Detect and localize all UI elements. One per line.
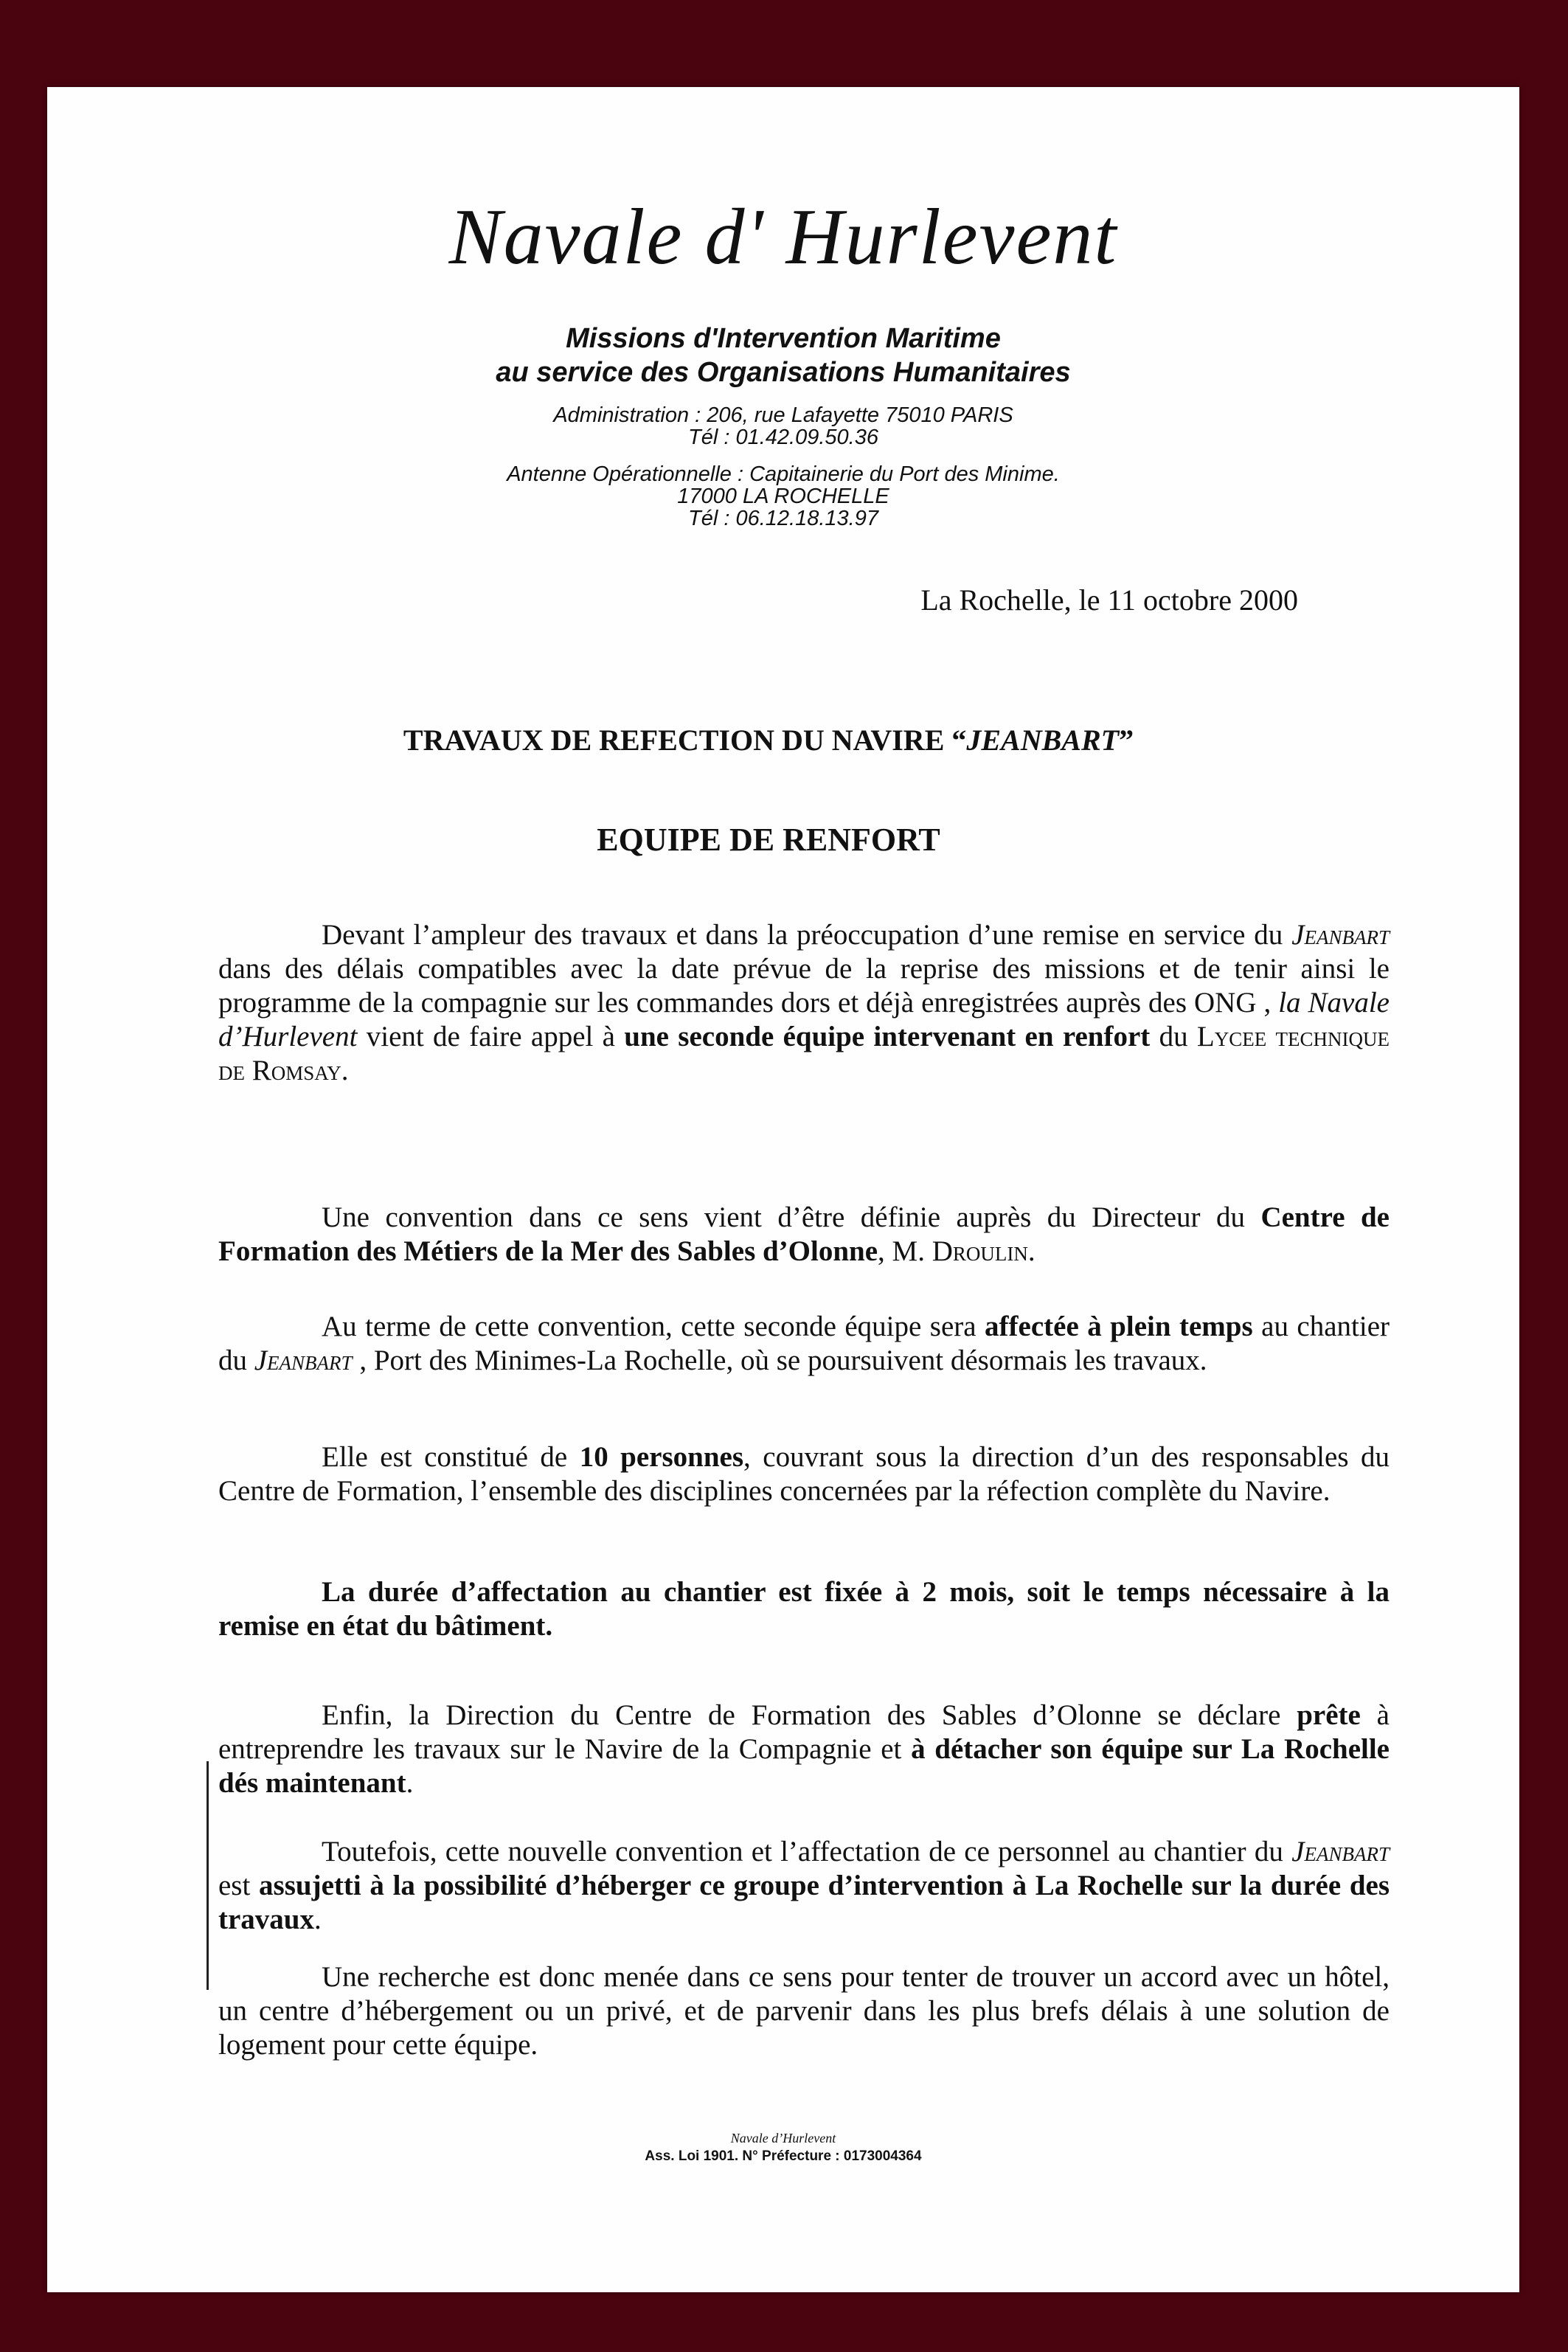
paragraph-8 (218, 1960, 1390, 2062)
antenne-block (47, 463, 1519, 530)
letter-page (47, 87, 1519, 2292)
p6-text-c: à entreprendre les travaux sur le Navire de la Compagnie et (218, 1699, 1390, 1765)
p6-text-a: Enfin, la Direction du Centre de Formation des Sables d’Olonne se déclare (322, 1699, 1297, 1731)
p1-school: Lycee technique de Romsay (218, 1021, 1390, 1086)
document-heading: EQUIPE DE RENFORT (597, 822, 940, 858)
p2-text-e: . (1027, 1235, 1035, 1267)
p1-text-a: Devant l’ampleur des travaux et dans la préoccupation d’une remise en service du (322, 919, 1292, 951)
letterhead (47, 193, 1519, 530)
admin-phone: Tél : 01.42.09.50.36 (688, 426, 878, 449)
p3-text-e: , Port des Minimes-La Rochelle, où se poursuivent désormais les travaux. (352, 1345, 1207, 1376)
p1-ship: Jeanbart (1291, 919, 1390, 951)
p7-text-a: Toutefois, cette nouvelle convention et l’affectation de ce personnel au chantier du (322, 1836, 1292, 1867)
brand-logo: Navale d' Hurlevent (448, 193, 1118, 281)
paragraph-3 (218, 1310, 1390, 1378)
paragraph-2 (218, 1201, 1390, 1269)
p2-name: Droulin (932, 1235, 1028, 1267)
tagline-line-1: Missions d'Intervention Maritime (566, 323, 1001, 354)
p6-bold-1: prête (1297, 1699, 1361, 1731)
footer-legal: Ass. Loi 1901. N° Préfecture : 0173004364 (645, 2148, 922, 2164)
p5-text: La durée d’affectation au chantier est fixée à 2 mois, soit le temps nécessaire à la remise en état du bâtiment. (218, 1576, 1390, 1642)
subject-prefix: TRAVAUX DE REFECTION DU NAVIRE “ (403, 724, 967, 757)
p1-text-c: dans des délais compatibles avec la date prévue de la reprise des missions et de tenir ainsi le programme de la compagnie sur les commandes dors et déjà enregistrées auprès des (218, 953, 1390, 1019)
p1-company: la Navale d’Hurlevent (218, 987, 1390, 1052)
page-footer (47, 2130, 1519, 2167)
paragraph-1 (218, 918, 1390, 1088)
paragraph-4 (218, 1440, 1390, 1508)
p2-bold: Centre de Formation des Métiers de la Mer des Sables d’Olonne (218, 1201, 1390, 1267)
p4-bold: 10 personnes (579, 1441, 744, 1473)
admin-block (47, 404, 1519, 448)
p3-bold: affectée à plein temps (985, 1311, 1253, 1342)
subject-ship: JEANBART (966, 724, 1120, 757)
p1-text-k: . (341, 1055, 349, 1086)
p1-text-g: vient de faire appel à (357, 1021, 625, 1052)
p8-text: Une recherche est donc menée dans ce sens pour tenter de trouver un accord avec un hôtel, un centre d’hébergement ou un privé, et de parvenir dans les plus brefs délais à une solution de logement pour cette équipe. (218, 1961, 1390, 2061)
p1-text-e: , (1256, 987, 1279, 1019)
p3-text-c: au chantier du (218, 1311, 1390, 1376)
p6-bold-2: à détacher son équipe sur La Rochelle dés maintenant (218, 1733, 1390, 1799)
p1-text-i: du (1150, 1021, 1197, 1052)
subject-suffix: ” (1119, 724, 1134, 757)
p3-text-a: Au terme de cette convention, cette seconde équipe sera (322, 1311, 985, 1342)
paragraph-7 (218, 1835, 1390, 1937)
subject-line (18, 723, 1519, 757)
antenne-address: Antenne Opérationnelle : Capitainerie du Port des Minime. (507, 462, 1060, 486)
paragraph-5 (218, 1575, 1390, 1643)
p3-ship: Jeanbart (254, 1345, 353, 1376)
footer-brand: Navale d’Hurlevent (730, 2131, 836, 2145)
p4-text-a: Elle est constitué de (322, 1441, 580, 1473)
admin-address: Administration : 206, rue Lafayette 75010 PARIS (553, 403, 1013, 427)
p7-ship: Jeanbart (1291, 1836, 1390, 1867)
p2-text-a: Une convention dans ce sens vient d’être définie auprès du Directeur du (322, 1201, 1261, 1233)
dateline: La Rochelle, le 11 octobre 2000 (920, 583, 1298, 617)
margin-bar (207, 1761, 209, 1990)
antenne-phone: Tél : 06.12.18.13.97 (688, 507, 878, 530)
p7-bold: assujetti à la possibilité d’héberger ce groupe d’intervention à La Rochelle sur la durée des travaux (218, 1870, 1390, 1935)
p1-bold: une seconde équipe intervenant en renfort (624, 1021, 1151, 1052)
p4-text-c: , couvrant sous la direction d’un des responsables du Centre de Formation, l’ensemble des disciplines concernées par la réfection complète du Navire. (218, 1441, 1390, 1507)
paragraph-6 (218, 1699, 1390, 1800)
tagline-line-2: au service des Organisations Humanitaires (496, 357, 1071, 388)
antenne-city: 17000 LA ROCHELLE (677, 485, 889, 508)
p7-text-e: . (314, 1904, 322, 1935)
p6-text-e: . (406, 1767, 414, 1799)
p7-text-c: est (218, 1870, 260, 1901)
p2-text-c: , M. (878, 1235, 932, 1267)
p1-ong: ONG (1194, 987, 1257, 1019)
tagline (47, 322, 1519, 389)
